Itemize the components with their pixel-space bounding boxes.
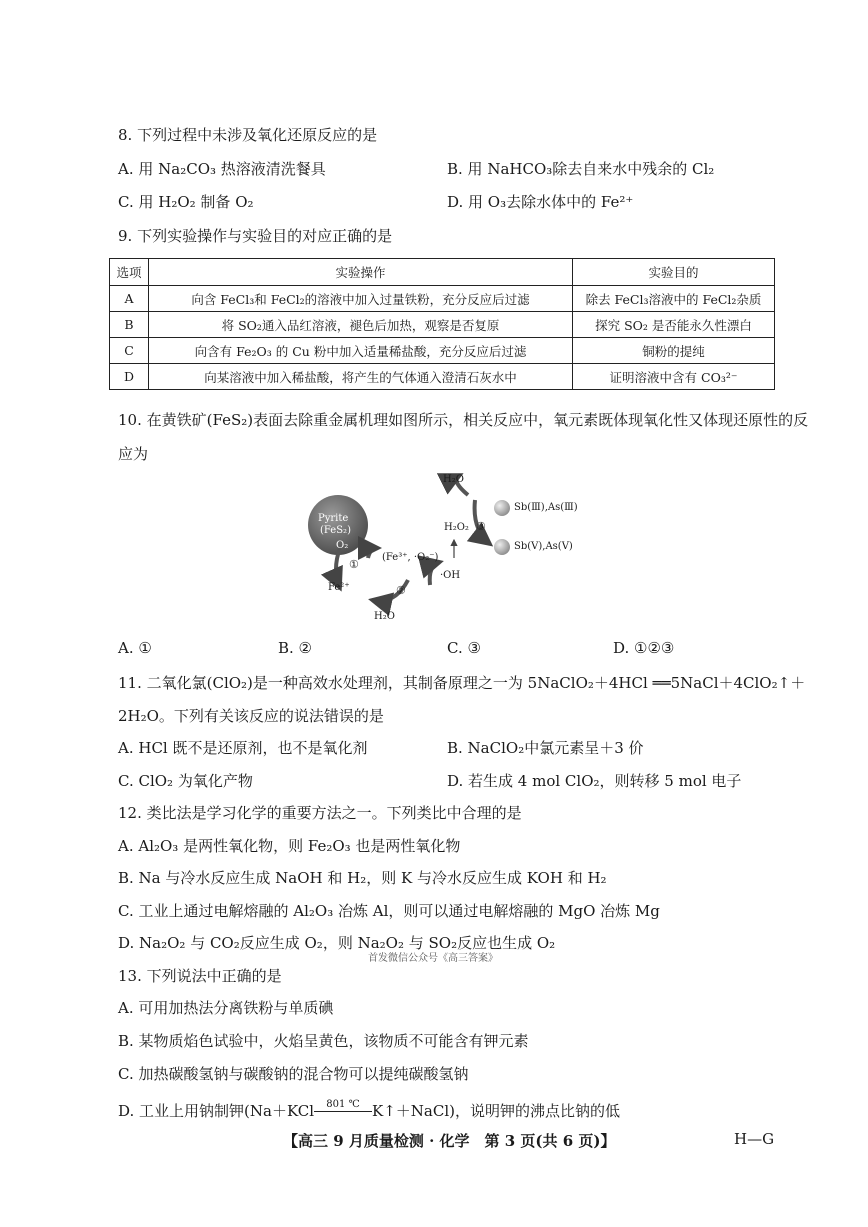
q10-mechanism-diagram xyxy=(300,470,600,630)
q13-option-d-prefix: D. 工业上用钠制钾(Na＋KCl xyxy=(118,1102,315,1120)
table-row xyxy=(110,312,775,338)
table-cell: A xyxy=(110,286,149,312)
q11-option-c: C. ClO₂ 为氧化产物 xyxy=(118,772,253,790)
table-cell: 探究 SO₂ 是否能永久性漂白 xyxy=(573,312,775,338)
h2o-bottom-label: H₂O xyxy=(374,611,395,622)
reaction-arrow xyxy=(314,1099,372,1116)
q12-option-d: D. Na₂O₂ 与 CO₂反应生成 O₂，则 Na₂O₂ 与 SO₂反应也生成 O₂ xyxy=(118,934,556,952)
table-cell: B xyxy=(110,312,149,338)
q11-stem-line2: 2H₂O。下列有关该反应的说法错误的是 xyxy=(118,707,384,725)
o2-label: O₂ xyxy=(336,540,349,551)
step1-label: ① xyxy=(349,558,359,571)
q13-option-a: A. 可用加热法分离铁粉与单质碘 xyxy=(118,999,334,1017)
sb3-particle xyxy=(494,500,510,516)
sb3-label: Sb(Ⅲ),As(Ⅲ) xyxy=(514,502,578,513)
watermark: 首发微信公众号《高三答案》 xyxy=(368,953,498,964)
fe2-label: Fe²⁺ xyxy=(328,582,350,593)
q10-option-d: D. ①②③ xyxy=(613,639,675,657)
q11-option-b: B. NaClO₂中氯元素呈＋3 价 xyxy=(447,739,644,757)
table-row xyxy=(110,364,775,390)
table-cell: 证明溶液中含有 CO₃²⁻ xyxy=(573,364,775,390)
fes2-label: (FeS₂) xyxy=(320,525,351,536)
pyrite-label: Pyrite xyxy=(318,513,349,524)
table-cell: C xyxy=(110,338,149,364)
step3-label: ③ xyxy=(476,520,486,533)
q9-stem: 9. 下列实验操作与实验目的对应正确的是 xyxy=(118,227,393,245)
q13-stem: 13. 下列说法中正确的是 xyxy=(118,967,282,985)
table-row xyxy=(110,286,775,312)
oh-label: ·OH xyxy=(440,570,461,581)
q13-option-d xyxy=(118,1100,620,1121)
table-header: 实验操作 xyxy=(149,259,573,286)
fe3-o2-label: (Fe³⁺, ·O₂⁻) xyxy=(382,552,439,563)
q8-option-c: C. 用 H₂O₂ 制备 O₂ xyxy=(118,193,254,211)
q8-stem: 8. 下列过程中未涉及氧化还原反应的是 xyxy=(118,126,378,144)
q13-option-d-suffix: K↑＋NaCl)，说明钾的沸点比钠的低 xyxy=(372,1102,621,1120)
table-row xyxy=(110,338,775,364)
q10-option-b: B. ② xyxy=(278,639,313,657)
h2o-top-label: H₂O xyxy=(443,474,464,485)
q8-option-d: D. 用 O₃去除水体中的 Fe²⁺ xyxy=(447,193,634,211)
q12-option-b: B. Na 与冷水反应生成 NaOH 和 H₂，则 K 与冷水反应生成 KOH 和 H₂ xyxy=(118,869,607,887)
table-cell: 向含有 Fe₂O₃ 的 Cu 粉中加入适量稀盐酸，充分反应后过滤 xyxy=(149,338,573,364)
page-footer-code: H—G xyxy=(734,1130,775,1148)
sb5-label: Sb(Ⅴ),As(Ⅴ) xyxy=(514,541,573,552)
sb5-particle xyxy=(494,539,510,555)
table-cell: 除去 FeCl₃溶液中的 FeCl₂杂质 xyxy=(573,286,775,312)
q12-stem: 12. 类比法是学习化学的重要方法之一。下列类比中合理的是 xyxy=(118,804,522,822)
h2o2-label: H₂O₂ xyxy=(444,522,469,533)
q11-option-d: D. 若生成 4 mol ClO₂，则转移 5 mol 电子 xyxy=(447,772,742,790)
q11-option-a: A. HCl 既不是还原剂，也不是氧化剂 xyxy=(118,739,368,757)
q10-stem-line1: 10. 在黄铁矿(FeS₂)表面去除重金属机理如图所示，相关反应中，氧元素既体现氧化性又体现还原性的反 xyxy=(118,411,809,429)
q10-option-c: C. ③ xyxy=(447,639,481,657)
q8-option-b: B. 用 NaHCO₃除去自来水中残余的 Cl₂ xyxy=(447,160,715,178)
q13-option-b: B. 某物质焰色试验中，火焰呈黄色，该物质不可能含有钾元素 xyxy=(118,1032,529,1050)
q11-stem-line1: 11. 二氧化氯(ClO₂)是一种高效水处理剂，其制备原理之一为 5NaClO₂＋4HCl ══5NaCl＋4ClO₂↑＋ xyxy=(118,674,806,692)
table-cell: 向某溶液中加入稀盐酸，将产生的气体通入澄清石灰水中 xyxy=(149,364,573,390)
table-cell: D xyxy=(110,364,149,390)
q12-option-a: A. Al₂O₃ 是两性氧化物，则 Fe₂O₃ 也是两性氧化物 xyxy=(118,837,461,855)
table-header: 实验目的 xyxy=(573,259,775,286)
table-cell: 向含 FeCl₃和 FeCl₂的溶液中加入过量铁粉，充分反应后过滤 xyxy=(149,286,573,312)
q13-option-c: C. 加热碳酸氢钠与碳酸钠的混合物可以提纯碳酸氢钠 xyxy=(118,1065,469,1083)
q10-stem-line2: 应为 xyxy=(118,445,149,463)
reaction-condition: 801 ℃ xyxy=(326,1099,360,1110)
step2-label: ② xyxy=(396,584,406,597)
page-footer-title: 【高三 9 月质量检测 · 化学 第 3 页(共 6 页)】 xyxy=(283,1132,616,1150)
q12-option-c: C. 工业上通过电解熔融的 Al₂O₃ 冶炼 Al，则可以通过电解熔融的 MgO 冶炼 Mg xyxy=(118,902,660,920)
q10-option-a: A. ① xyxy=(118,639,152,657)
q9-table xyxy=(109,258,775,390)
table-cell: 将 SO₂通入品红溶液，褪色后加热，观察是否复原 xyxy=(149,312,573,338)
q8-option-a: A. 用 Na₂CO₃ 热溶液清洗餐具 xyxy=(118,160,326,178)
table-header: 选项 xyxy=(110,259,149,286)
table-header-row xyxy=(110,259,775,286)
table-cell: 铜粉的提纯 xyxy=(573,338,775,364)
